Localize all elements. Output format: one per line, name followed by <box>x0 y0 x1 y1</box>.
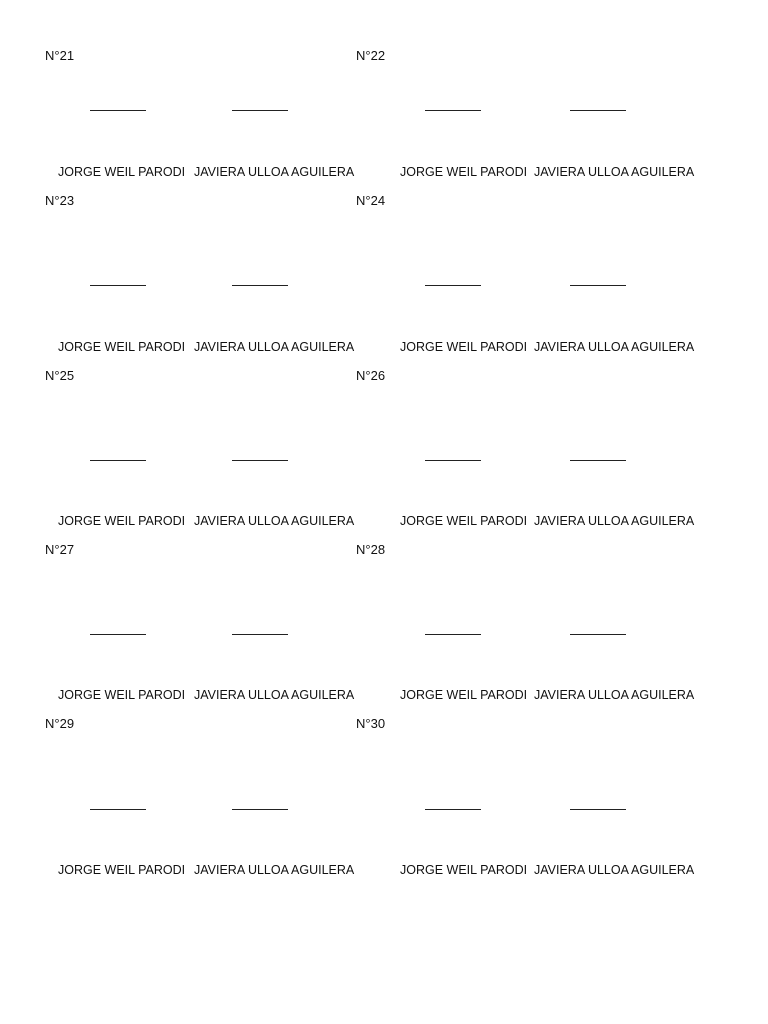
signer-name-right: JAVIERA ULLOA AGUILERA <box>534 688 695 702</box>
signature-block-29 <box>45 716 355 891</box>
signature-line-left <box>425 110 481 111</box>
signature-block-24 <box>356 193 695 368</box>
signature-line-left <box>425 809 481 810</box>
signature-block-26 <box>356 368 695 543</box>
signer-name-left: JORGE WEIL PARODI <box>400 165 528 179</box>
signer-name-right: JAVIERA ULLOA AGUILERA <box>194 165 355 179</box>
signature-block-23 <box>45 193 355 368</box>
signature-line-left <box>425 460 481 461</box>
entry-number: N°28 <box>356 542 386 557</box>
signature-line-left <box>425 285 481 286</box>
signature-line-left <box>425 634 481 635</box>
signature-line-right <box>570 285 626 286</box>
signature-line-left <box>90 285 146 286</box>
signature-line-right <box>232 634 288 635</box>
signature-line-right <box>232 110 288 111</box>
signer-name-right: JAVIERA ULLOA AGUILERA <box>194 514 355 528</box>
signature-line-right <box>570 460 626 461</box>
signature-line-right <box>570 809 626 810</box>
signature-line-left <box>90 809 146 810</box>
entry-number: N°30 <box>356 716 386 731</box>
signature-line-right <box>232 285 288 286</box>
signer-name-right: JAVIERA ULLOA AGUILERA <box>534 165 695 179</box>
signature-line-left <box>90 110 146 111</box>
entry-number: N°25 <box>45 368 75 383</box>
signer-name-right: JAVIERA ULLOA AGUILERA <box>194 863 355 877</box>
signature-block-25 <box>45 368 355 543</box>
signature-block-30 <box>356 716 695 891</box>
signer-name-right: JAVIERA ULLOA AGUILERA <box>534 863 695 877</box>
signature-line-right <box>570 110 626 111</box>
entry-number: N°21 <box>45 48 75 63</box>
signer-name-right: JAVIERA ULLOA AGUILERA <box>534 514 695 528</box>
entry-number: N°24 <box>356 193 386 208</box>
signer-name-right: JAVIERA ULLOA AGUILERA <box>534 340 695 354</box>
signer-name-left: JORGE WEIL PARODI <box>58 165 186 179</box>
signature-line-left <box>90 460 146 461</box>
signer-name-left: JORGE WEIL PARODI <box>400 514 528 528</box>
entry-number: N°29 <box>45 716 75 731</box>
signature-line-left <box>90 634 146 635</box>
signature-block-28 <box>356 542 695 717</box>
entry-number: N°27 <box>45 542 75 557</box>
entry-number: N°23 <box>45 193 75 208</box>
signer-name-left: JORGE WEIL PARODI <box>400 688 528 702</box>
signer-name-left: JORGE WEIL PARODI <box>58 863 186 877</box>
signer-name-right: JAVIERA ULLOA AGUILERA <box>194 340 355 354</box>
signer-name-left: JORGE WEIL PARODI <box>58 340 186 354</box>
signer-name-left: JORGE WEIL PARODI <box>400 863 528 877</box>
signer-name-left: JORGE WEIL PARODI <box>400 340 528 354</box>
entry-number: N°26 <box>356 368 386 383</box>
entry-number: N°22 <box>356 48 386 63</box>
signature-block-27 <box>45 542 355 717</box>
signer-name-left: JORGE WEIL PARODI <box>58 514 186 528</box>
signer-name-left: JORGE WEIL PARODI <box>58 688 186 702</box>
signature-line-right <box>232 460 288 461</box>
signature-line-right <box>232 809 288 810</box>
signer-name-right: JAVIERA ULLOA AGUILERA <box>194 688 355 702</box>
signature-line-right <box>570 634 626 635</box>
